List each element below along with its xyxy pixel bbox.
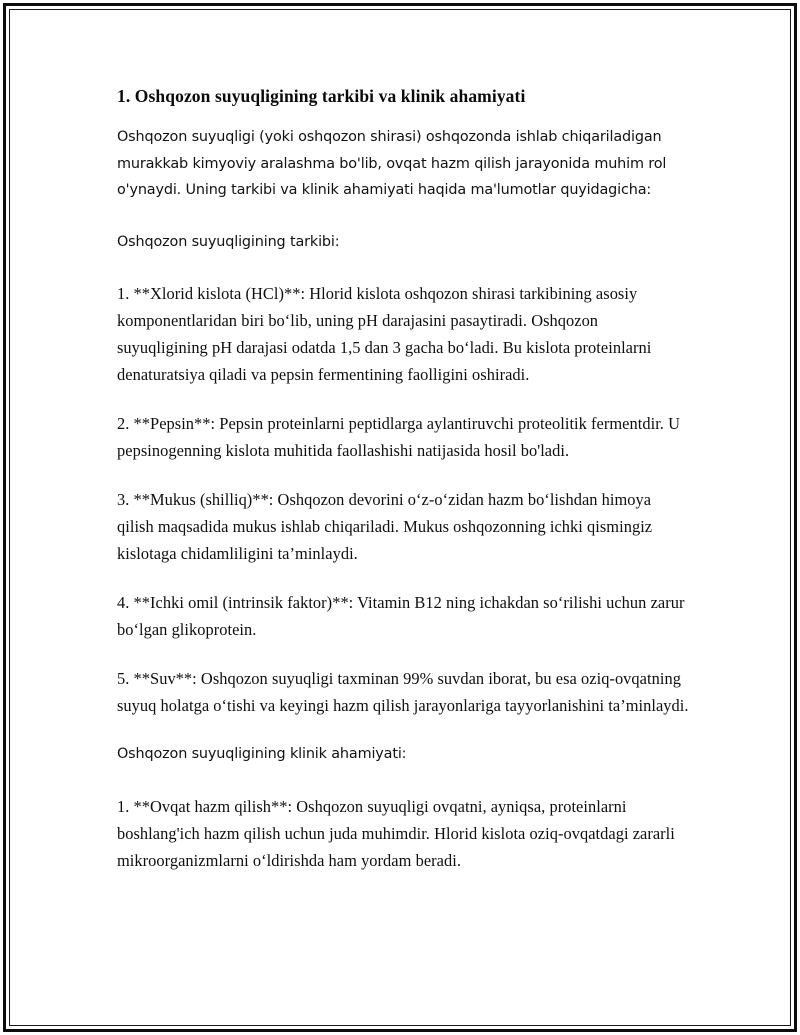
section-label-clinical: Oshqozon suyuqligining klinik ahamiyati:	[117, 746, 407, 763]
section-label-composition: Oshqozon suyuqligining tarkibi:	[117, 233, 340, 250]
page-sheet	[11, 11, 789, 1024]
document-text-column	[117, 85, 689, 874]
composition-item: 2. **Pepsin**: Pepsin proteinlarni peptidlarga aylantiruvchi proteolitik fermentdir. U pepsinogenning kislota muhitida faollashishi natijasida hosil bo'ladi.	[117, 414, 680, 461]
composition-item: 5. **Suv**: Oshqozon suyuqligi taxminan 99% suvdan iborat, bu esa oziq-ovqatning suyuq holatga o‘tishi va keyingi hazm qilish jarayonlariga tayyorlanishini ta’minlaydi.	[117, 669, 689, 716]
intro-paragraph: Oshqozon suyuqligi (yoki oshqozon shirasi) oshqozonda ishlab chiqariladigan murakkab kimyoviy aralashma bo'lib, ovqat hazm qilish jarayonida muhim rol o'ynaydi. Uning tarkibi va klinik ahamiyati haqida ma'lumotlar quyidagicha:	[117, 129, 667, 199]
composition-item: 4. **Ichki omil (intrinsik faktor)**: Vitamin B12 ning ichakdan so‘rilishi uchun zarur bo‘lgan glikoprotein.	[117, 593, 685, 640]
page-title: 1. Oshqozon suyuqligining tarkibi va klinik ahamiyati	[117, 86, 526, 106]
composition-item: 1. **Xlorid kislota (HCl)**: Hlorid kislota oshqozon shirasi tarkibining asosiy komponentlaridan biri bo‘lib, uning pH darajasini pasaytiradi. Oshqozon suyuqligining pH darajasi odatda 1,5 dan 3 gacha bo‘ladi. Bu kislota proteinlarni denaturatsiya qiladi va pepsin fermentining faolligini oshiradi.	[117, 284, 652, 385]
clinical-item: 1. **Ovqat hazm qilish**: Oshqozon suyuqligi ovqatni, ayniqsa, proteinlarni boshlang'ich hazm qilish uchun juda muhimdir. Hlorid kislota oziq-ovqatdagi zararli mikroorganizmlarni o‘ldirishda ham yordam beradi.	[117, 796, 675, 870]
composition-item: 3. **Mukus (shilliq)**: Oshqozon devorini o‘z-o‘zidan hazm bo‘lishdan himoya qilish maqsadida mukus ishlab chiqariladi. Mukus oshqozonning ichki qismingiz kislotaga chidamliligini ta’minlaydi.	[117, 490, 653, 564]
